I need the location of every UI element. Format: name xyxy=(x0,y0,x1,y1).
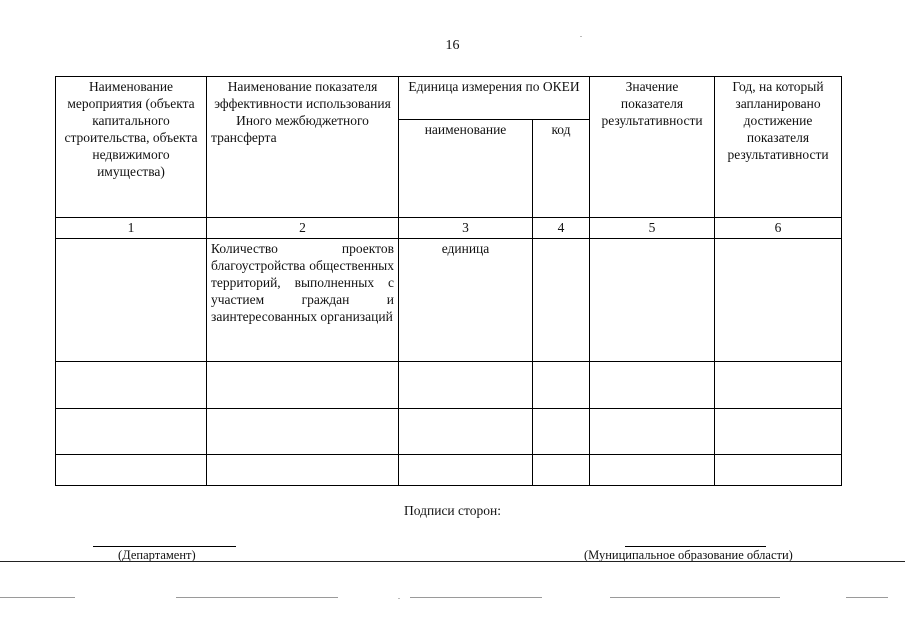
table-header-row xyxy=(56,77,842,120)
empty-cell xyxy=(590,455,715,486)
header-event: Наименование мероприятия (объекта капитального строительства, объекта недвижимого имущества) xyxy=(56,77,207,218)
header-unit-code: код xyxy=(533,120,590,218)
signatures-caption: Подписи сторон: xyxy=(404,503,501,518)
empty-cell xyxy=(207,409,399,455)
cell-value xyxy=(590,239,715,362)
right-signature-line xyxy=(625,546,766,547)
empty-cell xyxy=(533,409,590,455)
scan-speck xyxy=(580,36,582,37)
column-number-row xyxy=(56,218,842,239)
cell-unit-code xyxy=(533,239,590,362)
empty-cell xyxy=(207,362,399,409)
bottom-rule xyxy=(0,561,905,562)
empty-cell xyxy=(399,409,533,455)
cell-year xyxy=(715,239,842,362)
faint-rule xyxy=(610,597,780,598)
header-indicator xyxy=(207,77,399,218)
left-signature-label: (Департамент) xyxy=(118,548,196,562)
empty-cell xyxy=(533,455,590,486)
empty-cell xyxy=(533,362,590,409)
empty-cell xyxy=(715,362,842,409)
empty-cell xyxy=(590,409,715,455)
header-year: Год, на который запланировано достижение показателя результативности xyxy=(715,77,842,218)
faint-rule xyxy=(0,597,75,598)
header-indicator-text: Наименование показателя эффективности использования Иного межбюджетного трансферта xyxy=(211,79,391,145)
right-signature-label: (Муниципальное образование области) xyxy=(584,548,793,562)
empty-cell xyxy=(56,455,207,486)
faint-rule xyxy=(176,597,338,598)
table-row xyxy=(56,239,842,362)
column-number: 6 xyxy=(715,218,842,239)
empty-cell xyxy=(207,455,399,486)
table-row-empty xyxy=(56,455,842,486)
header-value: Значение показателя результативности xyxy=(590,77,715,218)
column-number: 1 xyxy=(56,218,207,239)
empty-cell xyxy=(399,362,533,409)
empty-cell xyxy=(715,455,842,486)
empty-cell xyxy=(399,455,533,486)
column-number: 5 xyxy=(590,218,715,239)
page-number: 16 xyxy=(445,38,460,53)
header-unit-group: Единица измерения по ОКЕИ xyxy=(399,77,590,120)
cell-event xyxy=(56,239,207,362)
faint-rule xyxy=(846,597,888,598)
cell-unit-name: единица xyxy=(399,239,533,362)
scan-speck xyxy=(398,598,400,599)
column-number: 3 xyxy=(399,218,533,239)
faint-rule xyxy=(410,597,542,598)
table-row-empty xyxy=(56,362,842,409)
indicators-table xyxy=(55,76,842,486)
table-row-empty xyxy=(56,409,842,455)
header-unit-name: наименование xyxy=(399,120,533,218)
cell-indicator: Количество проектов благоустройства общественных территорий, выполненных с участием граждан и заинтересованных организаций xyxy=(207,239,399,362)
empty-cell xyxy=(715,409,842,455)
empty-cell xyxy=(590,362,715,409)
column-number: 4 xyxy=(533,218,590,239)
left-signature-line xyxy=(93,546,236,547)
empty-cell xyxy=(56,409,207,455)
column-number: 2 xyxy=(207,218,399,239)
empty-cell xyxy=(56,362,207,409)
